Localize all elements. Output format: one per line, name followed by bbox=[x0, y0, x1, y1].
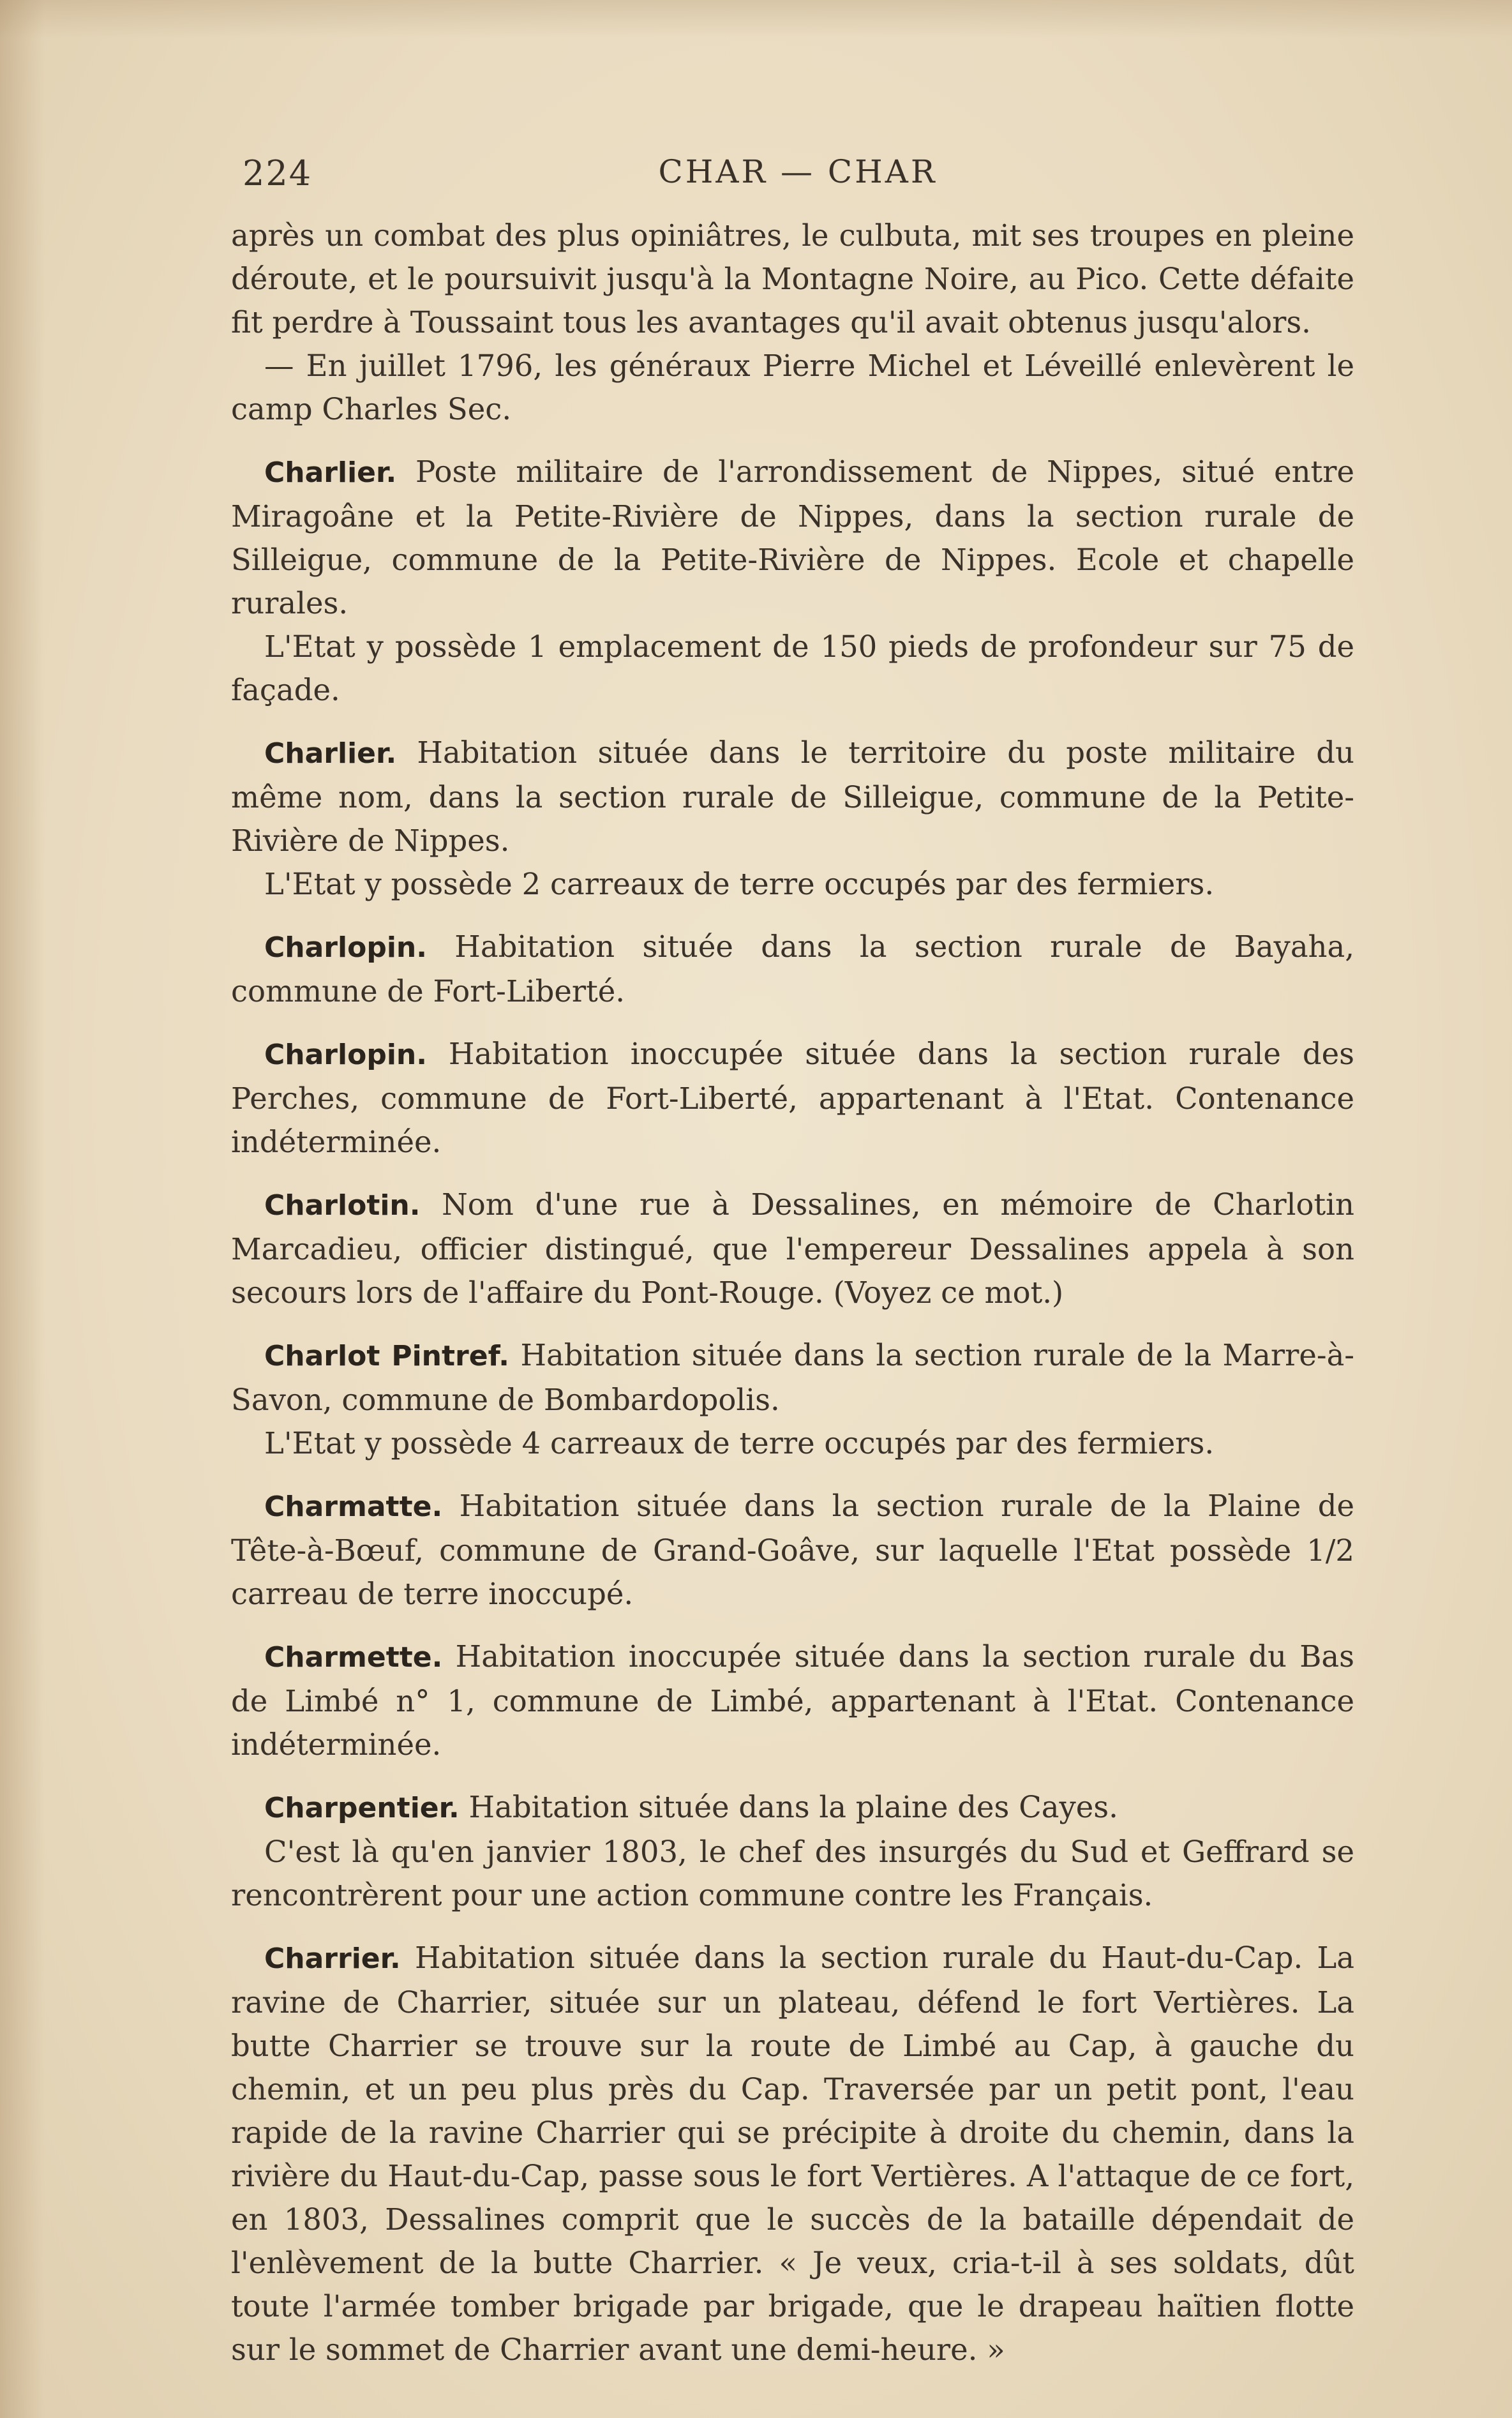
entry-text bbox=[231, 450, 1354, 625]
dictionary-entry bbox=[231, 731, 1354, 906]
entry-text bbox=[231, 731, 1354, 862]
entry-definition: Habitation inoccupée située dans la section rurale du Bas de Limbé n° 1, commune de Limbé, appartenant à l'Etat. Contenance indéterminée. bbox=[231, 1639, 1355, 1762]
entry-text bbox=[231, 1032, 1354, 1164]
entry-definition: Habitation située dans la section rurale de la Marre-à-Savon, commune de Bombardopolis. bbox=[231, 1338, 1354, 1417]
intro-paragraph: après un combat des plus opiniâtres, le culbuta, mit ses troupes en pleine déroute, et le poursuivit jusqu'à la Montagne Noire, au Pico. Cette défaite fit perdre à Toussaint tous les avantages qu'il avait obtenus jusqu'alors. bbox=[231, 218, 1354, 340]
entry-definition: Habitation située dans la plaine des Cayes. bbox=[468, 1790, 1118, 1824]
intro-block bbox=[231, 214, 1354, 431]
entry-note: C'est là qu'en janvier 1803, le chef des insurgés du Sud et Geffrard se rencontrèrent pour une action commune contre les Français. bbox=[231, 1835, 1354, 1912]
entry-term: Charrier. bbox=[264, 1942, 401, 1975]
entry-definition: Habitation inoccupée située dans la section rurale des Perches, commune de Fort-Liberté, appartenant à l'Etat. Contenance indéterminée. bbox=[231, 1037, 1354, 1159]
entry-term: Charlotin. bbox=[264, 1189, 421, 1222]
dictionary-entry bbox=[231, 450, 1354, 712]
page-number: 224 bbox=[243, 153, 313, 193]
entry-text bbox=[231, 1785, 1354, 1830]
entry-note: L'Etat y possède 1 emplacement de 150 pieds de profondeur sur 75 de façade. bbox=[231, 629, 1354, 707]
dictionary-entry bbox=[231, 1936, 1354, 2371]
entry-term: Charlot Pintref. bbox=[264, 1340, 510, 1372]
entry-definition: Habitation située dans la section rurale de Bayaha, commune de Fort-Liberté. bbox=[231, 929, 1354, 1009]
entry-term: Charlopin. bbox=[264, 1039, 427, 1071]
dictionary-entry bbox=[231, 1333, 1354, 1465]
entry-definition: Nom d'une rue à Dessalines, en mémoire de Charlotin Marcadieu, officier distingué, que l'empereur Dessalines appela à son secours lors de l'affaire du Pont-Rouge. (Voyez ce mot.) bbox=[231, 1187, 1354, 1310]
dictionary-entry bbox=[231, 1785, 1354, 1917]
dictionary-entry bbox=[231, 1032, 1354, 1164]
running-head: CHAR — CHAR bbox=[658, 153, 938, 190]
dictionary-entry bbox=[231, 1635, 1354, 1766]
entry-term: Charmette. bbox=[264, 1641, 443, 1674]
entry-term: Charpentier. bbox=[264, 1792, 460, 1824]
page-body bbox=[231, 214, 1354, 2371]
dictionary-entry bbox=[231, 1183, 1354, 1314]
dictionary-entry bbox=[231, 1484, 1354, 1616]
entry-term: Charlopin. bbox=[264, 931, 427, 964]
page-header bbox=[243, 153, 1353, 198]
entry-text bbox=[231, 1333, 1354, 1422]
entry-term: Charlier. bbox=[264, 456, 397, 489]
page-edge-shadow-top bbox=[0, 0, 1512, 38]
entry-note: L'Etat y possède 4 carreaux de terre occupés par des fermiers. bbox=[264, 1426, 1215, 1461]
entry-text bbox=[231, 1484, 1354, 1616]
entry-text bbox=[231, 925, 1354, 1013]
entry-term: Charlier. bbox=[264, 737, 397, 770]
entry-text bbox=[231, 1635, 1354, 1766]
dictionary-entry bbox=[231, 925, 1354, 1013]
page-edge-shadow-left bbox=[0, 0, 45, 2418]
intro-paragraph: — En juillet 1796, les généraux Pierre Michel et Léveillé enlevèrent le camp Charles Sec. bbox=[231, 349, 1354, 426]
entry-note: L'Etat y possède 2 carreaux de terre occupés par des fermiers. bbox=[264, 867, 1215, 901]
entry-term: Charmatte. bbox=[264, 1491, 443, 1523]
entry-definition: Habitation située dans le territoire du poste militaire du même nom, dans la section rurale de Silleigue, commune de la Petite-Rivière de Nippes. bbox=[231, 735, 1354, 858]
entry-definition: Habitation située dans la section rurale de la Plaine de Tête-à-Bœuf, commune de Grand-Goâve, sur laquelle l'Etat possède 1/2 carreau de terre inoccupé. bbox=[231, 1489, 1355, 1611]
entry-definition: Habitation située dans la section rurale du Haut-du-Cap. La ravine de Charrier, située sur un plateau, défend le fort Vertières. La butte Charrier se trouve sur la route de Limbé au Cap, à gauche du chemin, et un peu plus près du Cap. Traversée par un petit pont, l'eau rapide de la ravine Charrier qui se précipite à droite du chemin, dans la rivière du Haut-du-Cap, passe sous le fort Vertières. A l'attaque de ce fort, en 1803, Dessalines comprit que le succès de la bataille dépendait de l'enlèvement de la butte Charrier. « Je veux, cria-t-il à ses soldats, dût toute l'armée tomber brigade par brigade, que le drapeau haïtien flotte sur le sommet de Charrier avant une demi-heure. » bbox=[231, 1941, 1355, 2367]
entry-text bbox=[231, 1183, 1354, 1314]
entry-text bbox=[231, 1936, 1354, 2371]
entry-definition: Poste militaire de l'arrondissement de Nippes, situé entre Miragoâne et la Petite-Rivière de Nippes, dans la section rurale de Silleigue, commune de la Petite-Rivière de Nippes. Ecole et chapelle rurales. bbox=[231, 454, 1354, 620]
